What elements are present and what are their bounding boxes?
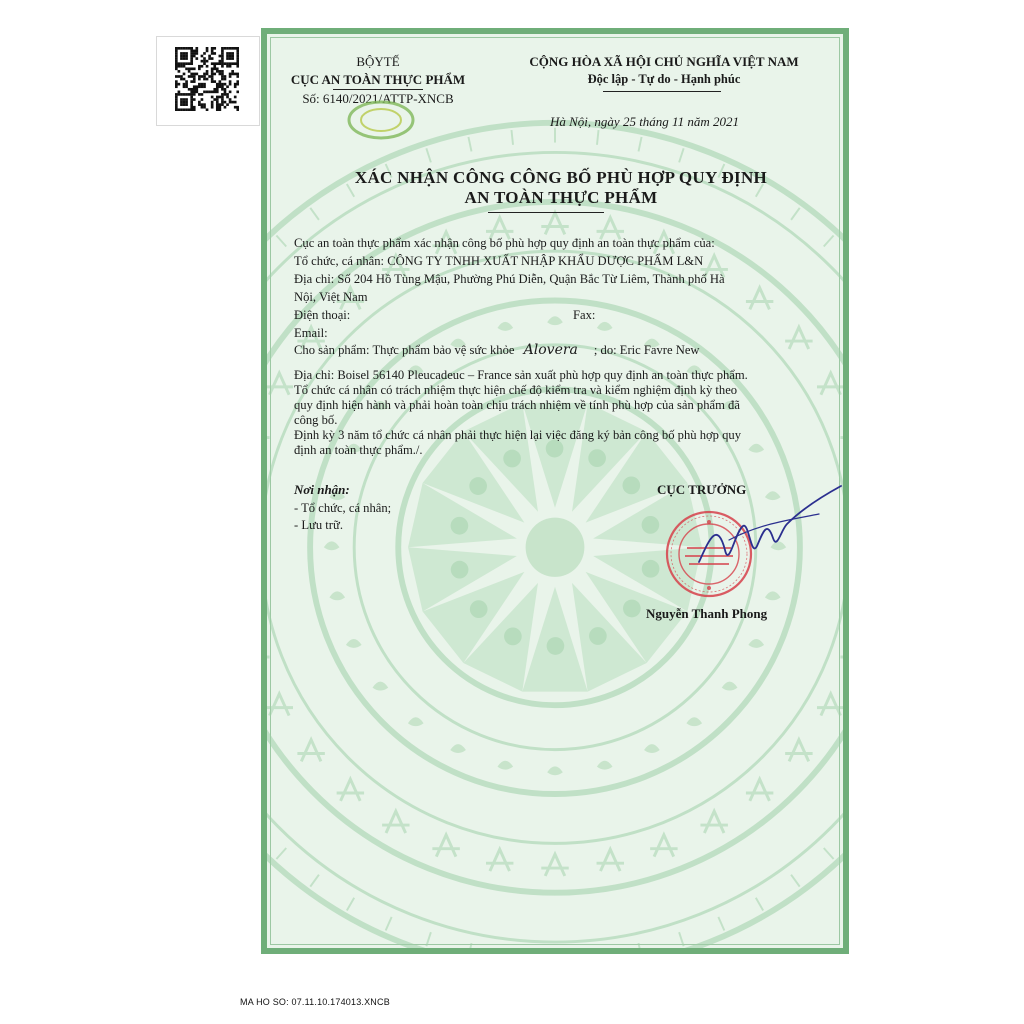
dossier-code: MA HO SO: 07.11.10.174013.XNCB bbox=[240, 997, 390, 1007]
body-manufacturer-address: Địa chỉ: Boisel 56140 Pleucadeuc – France sản xuất phù hợp quy định an toàn thực phẩm. bbox=[294, 368, 748, 382]
recipient-item: - Lưu trữ. bbox=[294, 518, 343, 532]
recipient-item: - Tổ chức, cá nhân; bbox=[294, 501, 392, 515]
certificate-document bbox=[261, 28, 849, 954]
body-responsibility-line1: Tổ chức cá nhân có trách nhiệm thực hiện chế độ kiểm tra và kiểm nghiệm định kỳ theo bbox=[294, 383, 738, 397]
signer-role: CỤC TRƯỞNG bbox=[657, 482, 747, 497]
body-responsibility-line2: quy định hiện hành và phải hoàn toàn chịu trách nhiệm về tính phù hợp của sản phẩm đã bbox=[294, 398, 740, 412]
document-title-line2: AN TOÀN THỰC PHẨM bbox=[464, 188, 658, 207]
ministry-name: BỘYTẾ bbox=[356, 54, 400, 69]
title-underline bbox=[488, 212, 604, 213]
department-name: CỤC AN TOÀN THỰC PHẨM bbox=[290, 72, 466, 87]
product-name: Alovera bbox=[523, 342, 578, 358]
body-email-label: Email: bbox=[294, 326, 328, 340]
qr-code-icon bbox=[175, 47, 239, 111]
country-name: CỘNG HÒA XÃ HỘI CHỦ NGHĨA VIỆT NAM bbox=[529, 54, 799, 69]
issue-date: Hà Nội, ngày 25 tháng 11 năm 2021 bbox=[550, 114, 739, 129]
product-prefix: Cho sản phẩm: Thực phẩm bảo vệ sức khỏe bbox=[294, 343, 515, 357]
body-period-line1: Định kỳ 3 năm tổ chức cá nhân phải thực hiện lại việc đăng ký bản công bố phù hợp quy bbox=[294, 428, 741, 442]
body-period-line2: định an toàn thực phẩm./. bbox=[294, 443, 423, 457]
department-seal-icon bbox=[345, 94, 417, 142]
motto-underline bbox=[603, 91, 721, 92]
department-underline bbox=[333, 89, 423, 90]
recipients-label: Nơi nhận: bbox=[294, 482, 350, 497]
product-suffix: ; do: Eric Favre New bbox=[593, 343, 700, 357]
body-phone-label: Điện thoại: bbox=[294, 308, 351, 322]
document-title-line1: XÁC NHẬN CÔNG CÔNG BỐ PHÙ HỢP QUY ĐỊNH bbox=[354, 168, 768, 187]
body-address-line2: Nội, Việt Nam bbox=[294, 290, 368, 304]
signer-name: Nguyễn Thanh Phong bbox=[646, 606, 768, 621]
body-product-line bbox=[294, 343, 700, 357]
body-responsibility-line3: công bố. bbox=[294, 413, 338, 427]
qr-code-card bbox=[156, 36, 260, 126]
document-number: Số: 6140/2021/ATTP-XNCB bbox=[302, 91, 454, 106]
national-motto: Độc lập - Tự do - Hạnh phúc bbox=[587, 72, 741, 86]
handwritten-signature-icon bbox=[669, 480, 845, 590]
body-organization: Tổ chức, cá nhân: CÔNG TY TNHH XUẤT NHẬP KHẨU DƯỢC PHẨM L&N bbox=[294, 254, 704, 268]
body-address-line1: Địa chỉ: Số 204 Hồ Tùng Mậu, Phường Phú Diễn, Quận Bắc Từ Liêm, Thành phố Hà bbox=[294, 272, 725, 286]
body-intro: Cục an toàn thực phẩm xác nhận công bố phù hợp quy định an toàn thực phẩm của: bbox=[294, 236, 715, 250]
body-fax-label: Fax: bbox=[573, 308, 596, 322]
